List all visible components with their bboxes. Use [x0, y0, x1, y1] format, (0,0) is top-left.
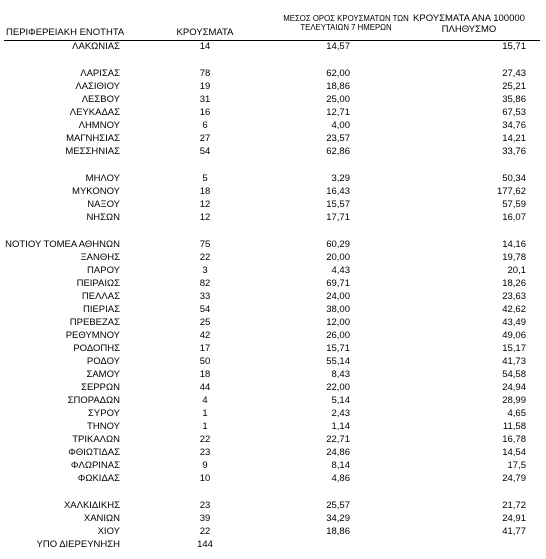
table-row [0, 407, 546, 420]
cases-cell: 16 [199, 107, 211, 118]
table-header [0, 0, 546, 40]
average-cell: 15,71 [326, 343, 350, 354]
per-100000-cell: 19,78 [502, 252, 526, 263]
cases-cell: 75 [199, 239, 211, 250]
table-row [0, 145, 546, 158]
table-row [0, 93, 546, 106]
region-cell: ΧΑΝΙΩΝ [83, 513, 120, 524]
cases-cell: 12 [199, 212, 211, 223]
cases-cell: 12 [199, 199, 211, 210]
average-cell: 34,29 [326, 513, 350, 524]
per-100000-cell: 35,86 [502, 94, 526, 105]
per-100000-cell: 24,79 [502, 473, 526, 484]
header-per-line-1: ΚΡΟΥΣΜΑΤΑ ΑΝΑ 100000 [413, 13, 525, 24]
average-cell: 4,43 [331, 265, 350, 276]
cases-cell: 23 [199, 447, 211, 458]
table-row [0, 238, 546, 251]
table-row [0, 525, 546, 538]
region-cell: ΛΗΜΝΟΥ [78, 120, 120, 131]
table-row [0, 472, 546, 485]
per-100000-cell: 67,53 [502, 107, 526, 118]
average-cell: 55,14 [326, 356, 350, 367]
table-row [0, 119, 546, 132]
table-row [0, 40, 546, 53]
table-row [0, 106, 546, 119]
cases-cell: 10 [199, 473, 211, 484]
table-row [0, 420, 546, 433]
table-row [0, 459, 546, 472]
table-row [0, 211, 546, 224]
region-cell: ΣΑΜΟΥ [86, 369, 120, 380]
average-cell: 17,71 [326, 212, 350, 223]
cases-cell: 3 [202, 265, 208, 276]
region-cell: ΣΥΡΟΥ [88, 408, 120, 419]
cases-cell: 42 [199, 330, 211, 341]
average-cell: 4,00 [331, 120, 350, 131]
cases-cell: 19 [199, 81, 211, 92]
average-cell: 25,57 [326, 500, 350, 511]
cases-cell: 17 [199, 343, 211, 354]
average-cell: 5,14 [331, 395, 350, 406]
average-cell: 4,86 [331, 473, 350, 484]
region-cell: ΧΙΟΥ [97, 526, 120, 537]
header-region: ΠΕΡΙΦΕΡΕΙΑΚΗ ΕΝΟΤΗΤΑ [6, 27, 125, 38]
average-cell: 23,57 [326, 133, 350, 144]
cases-cell: 1 [202, 421, 208, 432]
region-cell: ΠΑΡΟΥ [87, 265, 120, 276]
per-100000-cell: 43,49 [502, 317, 526, 328]
table-row [0, 355, 546, 368]
region-cell: ΜΕΣΣΗΝΙΑΣ [65, 146, 120, 157]
cases-cell: 27 [199, 133, 211, 144]
cases-cell: 5 [202, 173, 208, 184]
per-100000-cell: 34,76 [502, 120, 526, 131]
header-avg-line-1: ΜΕΣΟΣ ΟΡΟΣ ΚΡΟΥΣΜΑΤΩΝ ΤΩΝ [283, 14, 409, 23]
average-cell: 62,86 [326, 146, 350, 157]
header-cases: ΚΡΟΥΣΜΑΤΑ [176, 27, 234, 38]
cases-cell: 9 [202, 460, 208, 471]
per-100000-cell: 49,06 [502, 330, 526, 341]
average-cell: 24,86 [326, 447, 350, 458]
table-row [0, 303, 546, 316]
per-100000-cell: 20,1 [507, 265, 526, 276]
region-cell: ΡΟΔΟΠΗΣ [73, 343, 120, 354]
table-row [0, 446, 546, 459]
region-cell: ΝΟΤΙΟΥ ΤΟΜΕΑ ΑΘΗΝΩΝ [5, 239, 120, 250]
cases-cell: 4 [202, 395, 208, 406]
region-cell: ΦΛΩΡΙΝΑΣ [70, 460, 120, 471]
region-cell: ΝΗΣΩΝ [86, 212, 120, 223]
region-cell: ΛΕΥΚΑΔΑΣ [69, 107, 120, 118]
region-cell: ΠΡΕΒΕΖΑΣ [69, 317, 120, 328]
region-cell: ΛΑΣΙΘΙΟΥ [75, 81, 120, 92]
table-row [0, 132, 546, 145]
region-cell: ΡΟΔΟΥ [86, 356, 120, 367]
cases-cell: 31 [199, 94, 211, 105]
region-cell: ΝΑΞΟΥ [87, 199, 120, 210]
average-cell: 38,00 [326, 304, 350, 315]
average-cell: 14,57 [326, 41, 350, 52]
cases-cell: 22 [199, 526, 211, 537]
per-100000-cell: 41,77 [502, 526, 526, 537]
per-100000-cell: 28,99 [502, 395, 526, 406]
region-cell: ΣΕΡΡΩΝ [81, 382, 120, 393]
per-100000-cell: 14,54 [502, 447, 526, 458]
cases-cell: 78 [199, 68, 211, 79]
header-avg-line-2: ΤΕΛΕΥΤΑΙΩΝ 7 ΗΜΕΡΩΝ [300, 22, 392, 32]
average-cell: 8,43 [331, 369, 350, 380]
average-cell: 8,14 [331, 460, 350, 471]
region-cell: ΤΡΙΚΑΛΩΝ [72, 434, 120, 445]
per-100000-cell: 24,94 [502, 382, 526, 393]
region-cell: ΧΑΛΚΙΔΙΚΗΣ [63, 500, 120, 511]
average-cell: 16,43 [326, 186, 350, 197]
cases-cell: 50 [199, 356, 211, 367]
region-cell: ΛΑΡΙΣΑΣ [80, 68, 120, 79]
per-100000-cell: 50,34 [502, 173, 526, 184]
average-cell: 62,00 [326, 68, 350, 79]
per-100000-cell: 14,16 [502, 239, 526, 250]
region-cell: ΦΘΙΩΤΙΔΑΣ [68, 447, 120, 458]
region-cell: ΛΑΚΩΝΙΑΣ [72, 41, 120, 52]
cases-cell: 44 [199, 382, 211, 393]
cases-cell: 14 [199, 41, 211, 52]
average-cell: 20,00 [326, 252, 350, 263]
region-cell: ΤΗΝΟΥ [87, 421, 120, 432]
average-cell: 2,43 [331, 408, 350, 419]
cases-cell: 54 [199, 304, 211, 315]
average-cell: 15,57 [326, 199, 350, 210]
per-100000-cell: 23,63 [502, 291, 526, 302]
per-100000-cell: 54,58 [502, 369, 526, 380]
header-cases-per-100000 [402, 14, 536, 36]
cases-cell: 39 [199, 513, 211, 524]
table-row [0, 277, 546, 290]
table-row [0, 381, 546, 394]
table-row [0, 316, 546, 329]
average-cell: 18,86 [326, 526, 350, 537]
table-row [0, 368, 546, 381]
per-100000-cell: 15,71 [502, 41, 526, 52]
per-100000-cell: 17,5 [507, 460, 526, 471]
per-100000-cell: 16,07 [502, 212, 526, 223]
region-cell: ΣΠΟΡΑΔΩΝ [67, 395, 120, 406]
per-100000-cell: 33,76 [502, 146, 526, 157]
table-row [0, 185, 546, 198]
cases-cell: 22 [199, 434, 211, 445]
per-100000-cell: 42,62 [502, 304, 526, 315]
per-100000-cell: 41,73 [502, 356, 526, 367]
per-100000-cell: 4,65 [507, 408, 526, 419]
per-100000-cell: 177,62 [496, 186, 526, 197]
cases-cell: 33 [199, 291, 211, 302]
per-100000-cell: 16,78 [502, 434, 526, 445]
average-cell: 69,71 [326, 278, 350, 289]
cases-cell: 22 [199, 252, 211, 263]
table-row [0, 80, 546, 93]
average-cell: 1,14 [331, 421, 350, 432]
per-100000-cell: 25,21 [502, 81, 526, 92]
cases-cell: 18 [199, 369, 211, 380]
cases-cell: 1 [202, 408, 208, 419]
per-100000-cell: 24,91 [502, 513, 526, 524]
table-row [0, 251, 546, 264]
table-row [0, 264, 546, 277]
per-100000-cell: 14,21 [502, 133, 526, 144]
header-per-line-2: ΠΛΗΘΥΣΜΟ [441, 23, 497, 35]
region-cell: ΡΕΘΥΜΝΟΥ [65, 330, 120, 341]
region-cell: ΠΕΛΛΑΣ [81, 291, 120, 302]
cases-cell: 6 [202, 120, 208, 131]
table-row [0, 342, 546, 355]
average-cell: 22,00 [326, 382, 350, 393]
table-row [0, 538, 546, 551]
region-cell: ΜΥΚΟΝΟΥ [72, 186, 120, 197]
region-cell: ΛΕΣΒΟΥ [81, 94, 120, 105]
per-100000-cell: 27,43 [502, 68, 526, 79]
region-cell: ΞΑΝΘΗΣ [80, 252, 120, 263]
average-cell: 22,71 [326, 434, 350, 445]
per-100000-cell: 11,58 [502, 421, 526, 432]
per-100000-cell: 57,59 [502, 199, 526, 210]
average-cell: 60,29 [326, 239, 350, 250]
table-row [0, 433, 546, 446]
cases-cell: 144 [197, 539, 213, 550]
average-cell: 12,00 [326, 317, 350, 328]
average-cell: 24,00 [326, 291, 350, 302]
region-cell: ΠΕΙΡΑΙΩΣ [76, 278, 120, 289]
average-cell: 3,29 [331, 173, 350, 184]
per-100000-cell: 15,17 [502, 343, 526, 354]
cases-cell: 25 [199, 317, 211, 328]
table-row [0, 329, 546, 342]
region-cell: ΠΙΕΡΙΑΣ [82, 304, 120, 315]
cases-cell: 23 [199, 500, 211, 511]
region-cell: ΜΗΛΟΥ [85, 173, 120, 184]
per-100000-cell: 18,26 [502, 278, 526, 289]
table-row [0, 172, 546, 185]
table-row [0, 290, 546, 303]
cases-cell: 82 [199, 278, 211, 289]
average-cell: 12,71 [326, 107, 350, 118]
region-cell: ΥΠΟ ΔΙΕΡΕΥΝΗΣΗ [36, 539, 120, 550]
header-seven-day-average [270, 15, 422, 33]
average-cell: 18,86 [326, 81, 350, 92]
per-100000-cell: 21,72 [502, 500, 526, 511]
cases-cell: 18 [199, 186, 211, 197]
average-cell: 26,00 [326, 330, 350, 341]
table-row [0, 499, 546, 512]
region-cell: ΜΑΓΝΗΣΙΑΣ [66, 133, 120, 144]
table-row [0, 67, 546, 80]
table-row [0, 394, 546, 407]
average-cell: 25,00 [326, 94, 350, 105]
region-cell: ΦΩΚΙΔΑΣ [77, 473, 120, 484]
table-row [0, 512, 546, 525]
table-row [0, 198, 546, 211]
cases-cell: 54 [199, 146, 211, 157]
